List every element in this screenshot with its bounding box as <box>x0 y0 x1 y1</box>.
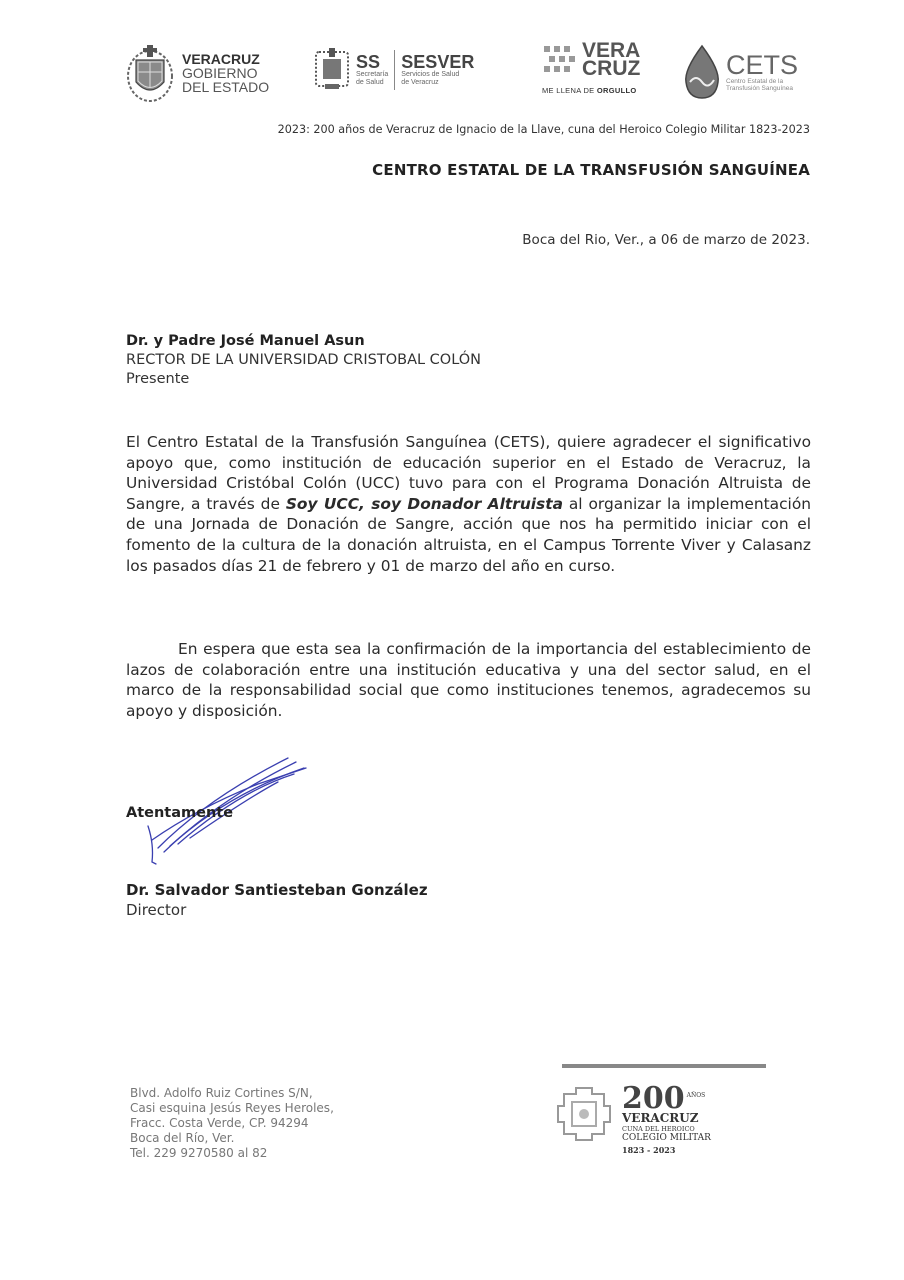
state-shield-icon <box>312 46 352 94</box>
veracruz-tagline <box>542 86 646 95</box>
sesver-logo <box>401 53 474 87</box>
gov-line-1: VERACRUZ <box>182 51 260 67</box>
badge-anos: AÑOS <box>686 1092 706 1099</box>
recipient-greeting: Presente <box>126 371 190 387</box>
woven-pattern-icon <box>542 42 580 78</box>
p1-before: El Centro Estatal de la Transfusión Sanguínea (CETS), quiere agradecer el significativo apoyo que, como institución de educación superior en el Estado de Veracruz, la Universidad Cristóbal Colón (UCC) tuvo para con el Programa Donación Altruista de Sangre, a través de <box>126 433 811 513</box>
badge-line-2: COLEGIO MILITAR <box>622 1133 711 1143</box>
gov-line-3: DEL ESTADO <box>182 79 270 95</box>
address-line: Fracc. Costa Verde, CP. 94294 <box>130 1116 309 1130</box>
badge-number: 200 <box>622 1081 685 1116</box>
blood-drop-icon <box>682 44 722 100</box>
badge-line-1: CUNA DEL HEROICO <box>622 1125 695 1133</box>
veracruz-brand-logo <box>542 39 646 95</box>
signer-block <box>126 880 428 920</box>
body-paragraph-1 <box>126 432 811 576</box>
government-wordmark <box>182 52 269 94</box>
footer-address <box>130 1086 334 1161</box>
institutional-motto: 2023: 200 años de Veracruz de Ignacio de la Llave, cuna del Heroico Colegio Militar 1823-2023 <box>277 123 810 136</box>
vera-word: VERA <box>582 39 641 62</box>
center-title: CENTRO ESTATAL DE LA TRANSFUSIÓN SANGUÍNEA <box>372 161 810 179</box>
body-paragraph-2: En espera que esta sea la confirmación de la importancia del establecimiento de lazos de colaboración entre una institución educativa y una del sector salud, en el marco de la responsabilidad social que como instituciones tenemos, agradecemos su apoyo y disposición. <box>126 640 811 720</box>
sesver-sub-1: Servicios de Salud <box>401 71 460 78</box>
tagline-prefix: ME LLENA DE <box>542 86 597 95</box>
recipient-title: RECTOR DE LA UNIVERSIDAD CRISTOBAL COLÓN <box>126 352 482 368</box>
cets-logo <box>682 44 798 100</box>
cruz-word: CRUZ <box>582 57 641 80</box>
address-line: Boca del Río, Ver. <box>130 1131 235 1145</box>
signer-name: Dr. Salvador Santiesteban González <box>126 881 428 899</box>
badge-years: 1823 - 2023 <box>622 1145 676 1155</box>
gov-line-2: GOBIERNO <box>182 65 258 81</box>
veracruz-government-logo <box>124 42 269 104</box>
closing-salutation: Atentamente <box>126 805 234 821</box>
cets-name: CETS <box>726 50 799 80</box>
ss-sub-1: Secretaría <box>356 71 389 78</box>
date-line: Boca del Rio, Ver., a 06 de marzo de 2023. <box>522 232 810 248</box>
logo-divider <box>394 50 395 90</box>
sesver-name: SESVER <box>401 52 475 72</box>
cets-sub-2: Transfusión Sanguínea <box>726 85 793 92</box>
cets-sub-1: Centro Estatal de la <box>726 78 784 85</box>
health-secretariat-logo <box>312 46 474 94</box>
ss-name: SS <box>356 52 381 72</box>
p1-after: al organizar la implementación de una Jornada de Donación de Sangre, acción que nos ha permitido iniciar con el fomento de la cultura de la donación altruista, en el Campus Torrente Viver y Calasanz los pasados días 21 de febrero y 01 de marzo del año en curso. <box>126 494 811 575</box>
signer-role: Director <box>126 901 187 919</box>
program-name: Soy UCC, soy Donador Altruista <box>285 494 563 513</box>
address-line: Casi esquina Jesús Reyes Heroles, <box>130 1101 334 1115</box>
address-line: Blvd. Adolfo Ruiz Cortines S/N, <box>130 1086 313 1100</box>
recipient-block <box>126 332 481 389</box>
tagline-bold: ORGULLO <box>596 86 637 95</box>
fortress-emblem-icon <box>556 1086 612 1142</box>
veracruz-coat-of-arms-icon <box>124 42 176 104</box>
badge-text <box>622 1081 711 1157</box>
bicentennial-badge <box>556 1066 766 1166</box>
recipient-name: Dr. y Padre José Manuel Asun <box>126 333 365 349</box>
sesver-sub-2: de Veracruz <box>401 79 439 86</box>
ss-sub-2: de Salud <box>356 79 384 86</box>
badge-state: VERACRUZ <box>622 1111 699 1125</box>
address-phone: Tel. 229 9270580 al 82 <box>130 1146 268 1160</box>
